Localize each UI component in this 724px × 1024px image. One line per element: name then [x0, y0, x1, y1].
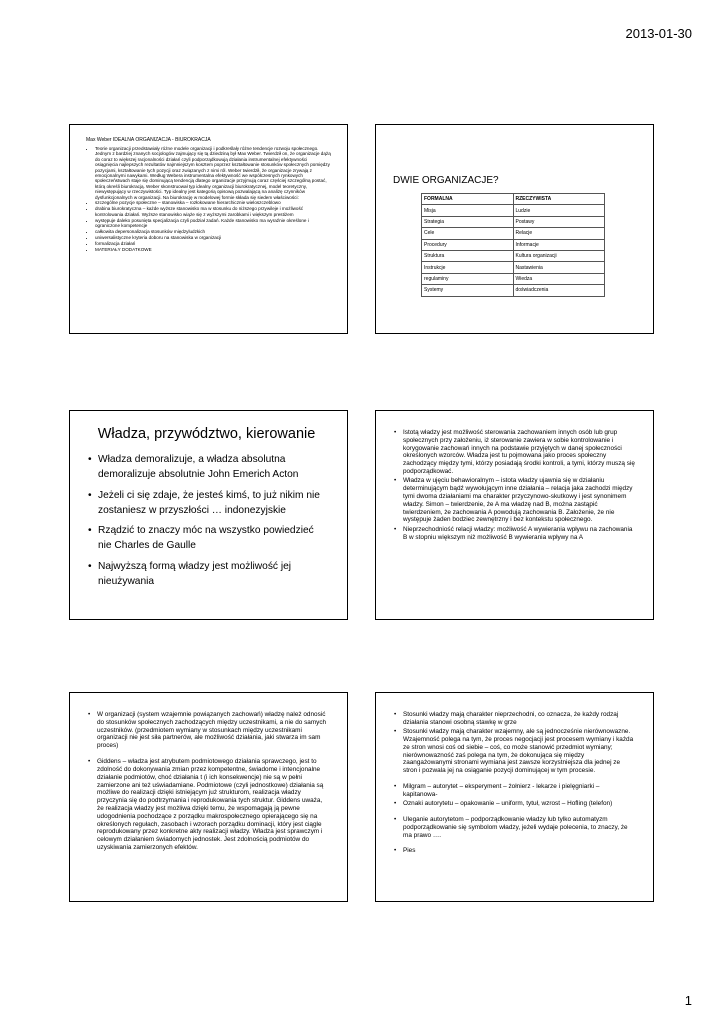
slide-1-bullet: • drabina biurokratyczna – każde wyższe stanowisko ma w stosunku do niższego przywileje i możliwość kontrolowania działań. Wyższe stanowisko wiąże się z wyższymi zarobkami i większym prestiżem [95, 206, 331, 217]
slide-3-bullet: • Rządzić to znaczy móc na wszystko powiedzieć nie Charles de Gaulle [98, 523, 329, 554]
slide-3-bullet: • Jeżeli ci się zdaje, że jesteś kimś, to już nikim nie zostaniesz w przyszłości … indonezyjskie [98, 488, 329, 519]
table-cell: Kultura organizacji [513, 250, 605, 261]
slide-1-bullet-list [86, 146, 331, 252]
table-row [422, 250, 605, 261]
table-cell: Procedury [422, 239, 514, 250]
slide-1-bullet: • całkowita depersonalizacja stosunków międzyludzkich [95, 229, 331, 234]
slide-3-bullet-list [84, 452, 329, 589]
slide-6-bullet: • Oznaki autorytetu – opakowanie – uniform, tytuł, wzrost – Hofling (telefon) [403, 800, 635, 808]
table-cell: Wiedza [513, 273, 605, 284]
page-date: 2013-01-30 [625, 26, 692, 41]
slide-5-bullet-list [84, 711, 329, 852]
slide-5 [69, 692, 348, 902]
slide-6-bullet-list [390, 711, 635, 855]
table-row [422, 262, 605, 273]
table-row [422, 228, 605, 239]
table-row [422, 285, 605, 296]
slide-4 [375, 410, 654, 620]
table-cell: Postawy [513, 216, 605, 227]
table-cell: Instrukcje [422, 262, 514, 273]
slide-6-bullet: • Stosunki władzy mają charakter wzajemny, ale są jednocześnie nierównowazne. Wzajemność polega na tym, że proces negocjacji jest procesem wymiany i każda ze stron wnosi coś od siebie – coś, co może stanowić przedmiot wymiany; nierównowazność zaś polega na tym, że dokonująca się między zaangażowanymi stronami wymiana jest zawsze korzystniejsza dla jednej ze stron i pozwala jej na osiąganie pozycji dominującej w tym procesie. [403, 728, 635, 775]
slide-6 [375, 692, 654, 902]
table-cell: Strategia [422, 216, 514, 227]
slide-5-bullet: • Giddens – władza jest atrybutem podmiotowego działania sprawczego, jest to zdolność do dokonywania zmian przez kompetentne, świadome i intencjonalne działanie podmiotów, choć działania t (i ich konsekwencje) nie są w pełni zamierzone ani też uświadamiane. Podmiotowe (czyli jednostkowe) działania są możliwe do realizacji dzięki istniejącym już strukturom, realizacja władzy przyczynia się do podtrzymania i reprodukowania tych struktur. Giddens uważa, że realizacja władzy jest możliwa dzięki temu, że wspomagają ją pewne udogodnienia pochodzące z porządku makrospołecznego opierającego się na określonych regułach, zasobach i wzorach porządku dominacji, który jest ciągle reprodukowany przez konkretne akty realizacji władzy. Władza jest sprawczym i celowym działaniem świadomych jednostek. Jest zdolnością podmiotów do uzyskiwania zamierzonych efektów. [97, 758, 329, 852]
slide-6-bullet: • Uleganie autorytetom – podporządkowanie władzy lub tylko automatyzm podporządkowanie się symbolom władzy, jeżeli wydaje polecenia, to znaczy, że ma prawo …. [403, 816, 635, 839]
slide-6-bullet: • Milgram – autorytet – eksperyment – żołnierz - lekarze i pielęgniarki – kapitanowa- [403, 783, 635, 799]
slide-2 [375, 124, 654, 334]
slide-3-bullet: • Najwyższą formą władzy jest możliwość jej nieużywania [98, 559, 329, 590]
slide-3-bullet: • Władza demoralizuje, a władza absolutna demoralizuje absolutnie John Emerich Acton [98, 452, 329, 483]
slide-6-bullet: • Stosunki władzy mają charakter nieprzechodni, co oznacza, że każdy rodzaj działania stanowi osobną stawkę w grze [403, 711, 635, 727]
slide-6-bullet: • Pies [403, 847, 635, 855]
page-number: 1 [684, 993, 692, 1008]
table-row [422, 273, 605, 284]
slide-1-bullet: • występuje daleko posunięta specjalizacja czyli podział zadań. Każde stanowisko ma wyraźnie określone i ograniczone kompetencje [95, 218, 331, 229]
table-cell: Informacje [513, 239, 605, 250]
table-cell: Systemy [422, 285, 514, 296]
slide-1-bullet: • formalizacja działań [95, 241, 331, 246]
slide-1-bullet: • MATERIAŁY DODATKOWE [95, 247, 331, 252]
slide-5-bullet: • W organizacji (system wzajemnie powiązanych zachowań) władzę należ odnosić do stosunków społecznych zachodzących między uczestnikami, a nie do samych uczestników. (przedmiotem wymiany w stosunkach między uczestnikami organizacji nie jest siła partnerów, ale możliwość działania, jaki stwarza im sam proces) [97, 711, 329, 750]
header-real: RZECZYWISTA [513, 194, 605, 205]
slide-1 [69, 124, 348, 334]
slide-3-title: Władza, przywództwo, kierowanie [97, 426, 316, 442]
table-cell: regulaminy [422, 273, 514, 284]
table-cell: Ludzie [513, 205, 605, 216]
table-cell: doświadczenia [513, 285, 605, 296]
table-cell: Struktura [422, 250, 514, 261]
slide-4-bullet: • Władza w ujęciu behawioralnym – istota władzy ujawnia się w działaniu determinującym bądź wywołującym inne działania – relacja jaka zachodzi między tymi dwoma działaniami ma charakter przyczynowo-skutkowy i jest synonimem władzy. Simon – twierdzenie, że A ma władzę nad B, można zastąpić twierdzeniem, że zachowania A powodują zachowania B. Założenie, że nie występuje żaden bodziec zewnętrzny i bez kontekstu społecznego. [403, 477, 635, 524]
organizations-table [421, 193, 605, 297]
slide-4-bullet-list [390, 429, 635, 541]
table-cell: Misja [422, 205, 514, 216]
slide-1-bullet: • Teorie organizacji przedstawiały różne modele organizacji i podkreślały różne tendencje rozwoju społecznego. Jednym z bardziej znanych socjologów zajmujący się tą dziedziną był Max Weber. Twierdził on, że organizacje dążą do coraz to większej racjonalności działań czyli podporządkowują działania instrumentalnej efektywności osiągnięcia najlepszych rezultatów najmniejszym kosztem poprzez kształtowanie stosunków społecznych pomiędzy pozycjami, kształtowanie tych pozycji oraz związanych z nimi ról. Weber twierdził, że organizacje zrywają z emocjonalnymi nawykami. Według Webera instrumentalna efektywność we współczesnych rynkowych społeczeństwach staje się dominującą tendencją dlatego organizacje przyjmują coraz częściej szczególną postać, którą określi biurokracją. Weber skonstruował typ idealny organizacji biurokratycznej, model teoretyczny, niewystępujący w rzeczywistości. Typ idealny jest kategorią opisową pozwalającą na analizę czynników dysfunkcjonalnych w organizacji. Na biurokrację w modelowej formie składa się siedem właściwości: [95, 146, 331, 200]
table-cell: Nastawienia [513, 262, 605, 273]
table-row [422, 205, 605, 216]
slide-1-bullet: • szczególne pozycje społeczne – stanowiska – rozłokowane hierarchicznie wieloszczeblowo [95, 200, 331, 205]
slide-4-bullet: • Istotą władzy jest możliwość sterowania zachowaniem innych osób lub grup społecznych przy założeniu, iż sterowanie zawiera w sobie kontrolowanie i korygowanie zachowań innych na podstawie przyjętych w danej społeczności określonych wzorców. Władza jest tu pojmowana jako proces społeczny zachodzący między tymi, którzy posiadają środki kontroli, a tymi, którzy muszą się podporządkować. [403, 429, 635, 476]
table-cell: Cele [422, 228, 514, 239]
slide-3 [69, 410, 348, 620]
slide-1-title: Max Weber IDEALNA ORGANIZACJA - BIUROKRACJA [86, 137, 211, 143]
slide-4-bullet: • Nieprzechodniość relacji władzy: możliwość A wywierania wpływu na zachowania B w stopniu większym niż możliwość B wywierania wpływy na A [403, 526, 635, 542]
table-header-row [422, 194, 605, 205]
slide-1-bullet: • uniwersalistyczne kryteria doboru na stanowiska w organizacji [95, 235, 331, 240]
table-row [422, 239, 605, 250]
table-cell: Relacje [513, 228, 605, 239]
table-row [422, 216, 605, 227]
header-formal: FORMALNA [422, 194, 514, 205]
slide-2-title: DWIE ORGANIZACJE? [393, 175, 499, 186]
